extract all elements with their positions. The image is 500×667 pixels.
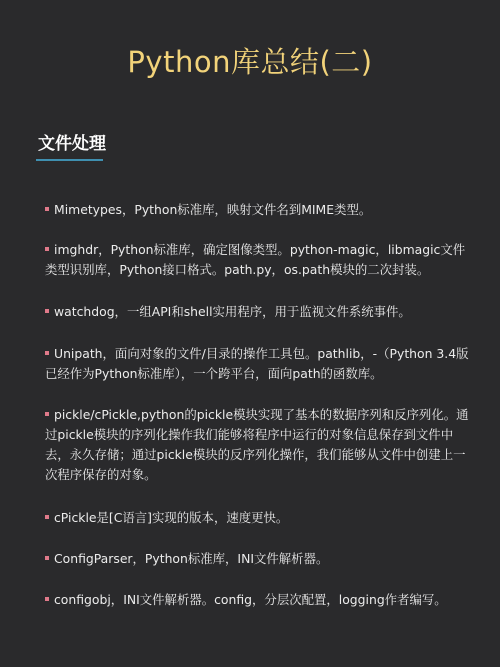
bullet-icon — [45, 597, 49, 601]
list-item-text: Unipath，面向对象的文件/目录的操作工具包。pathlib，-（Python 3.4版已经作为Python标准库），一个跨平台，面向path的函数库。 — [45, 346, 469, 381]
list-item — [45, 200, 475, 220]
list-item-text: imghdr，Python标准库，确定图像类型。python-magic，libmagic文件类型识别库，Python接口格式。path.py，os.path模块的二次封装。 — [45, 242, 466, 277]
section-heading: 文件处理 — [38, 134, 106, 154]
list-item-text: pickle/cPickle,python的pickle模块实现了基本的数据序列和反序列化。通过pickle模块的序列化操作我们能够将程序中运行的对象信息保存到文件中去，永久存储；通过pickle模块的反序列化操作，我们能够从文件中创建上一次程序保存的对象。 — [45, 407, 469, 482]
bullet-icon — [45, 515, 49, 519]
list-item — [45, 405, 475, 485]
page-title: Python库总结(二) — [127, 45, 373, 79]
list-item — [45, 240, 475, 280]
list-item — [45, 344, 475, 384]
bullet-icon — [45, 247, 49, 251]
list-item — [45, 590, 475, 610]
bullet-icon — [45, 207, 49, 211]
list-item-text: cPickle是[C语言]实现的版本，速度更快。 — [54, 510, 289, 525]
section-underline — [36, 159, 103, 161]
list-item-text: Mimetypes，Python标准库，映射文件名到MIME类型。 — [54, 202, 372, 217]
list-item-text: ConfigParser，Python标准库，INI文件解析器。 — [54, 551, 329, 566]
list-item — [45, 508, 475, 528]
bullet-icon — [45, 351, 49, 355]
bullet-icon — [45, 412, 49, 416]
list-item — [45, 302, 475, 322]
list-item-text: configobj，INI文件解析器。config，分层次配置，logging作者编写。 — [54, 592, 447, 607]
bullet-icon — [45, 309, 49, 313]
list-item-text: watchdog，一组API和shell实用程序，用于监视文件系统事件。 — [54, 304, 411, 319]
bullet-icon — [45, 556, 49, 560]
list-item — [45, 549, 475, 569]
